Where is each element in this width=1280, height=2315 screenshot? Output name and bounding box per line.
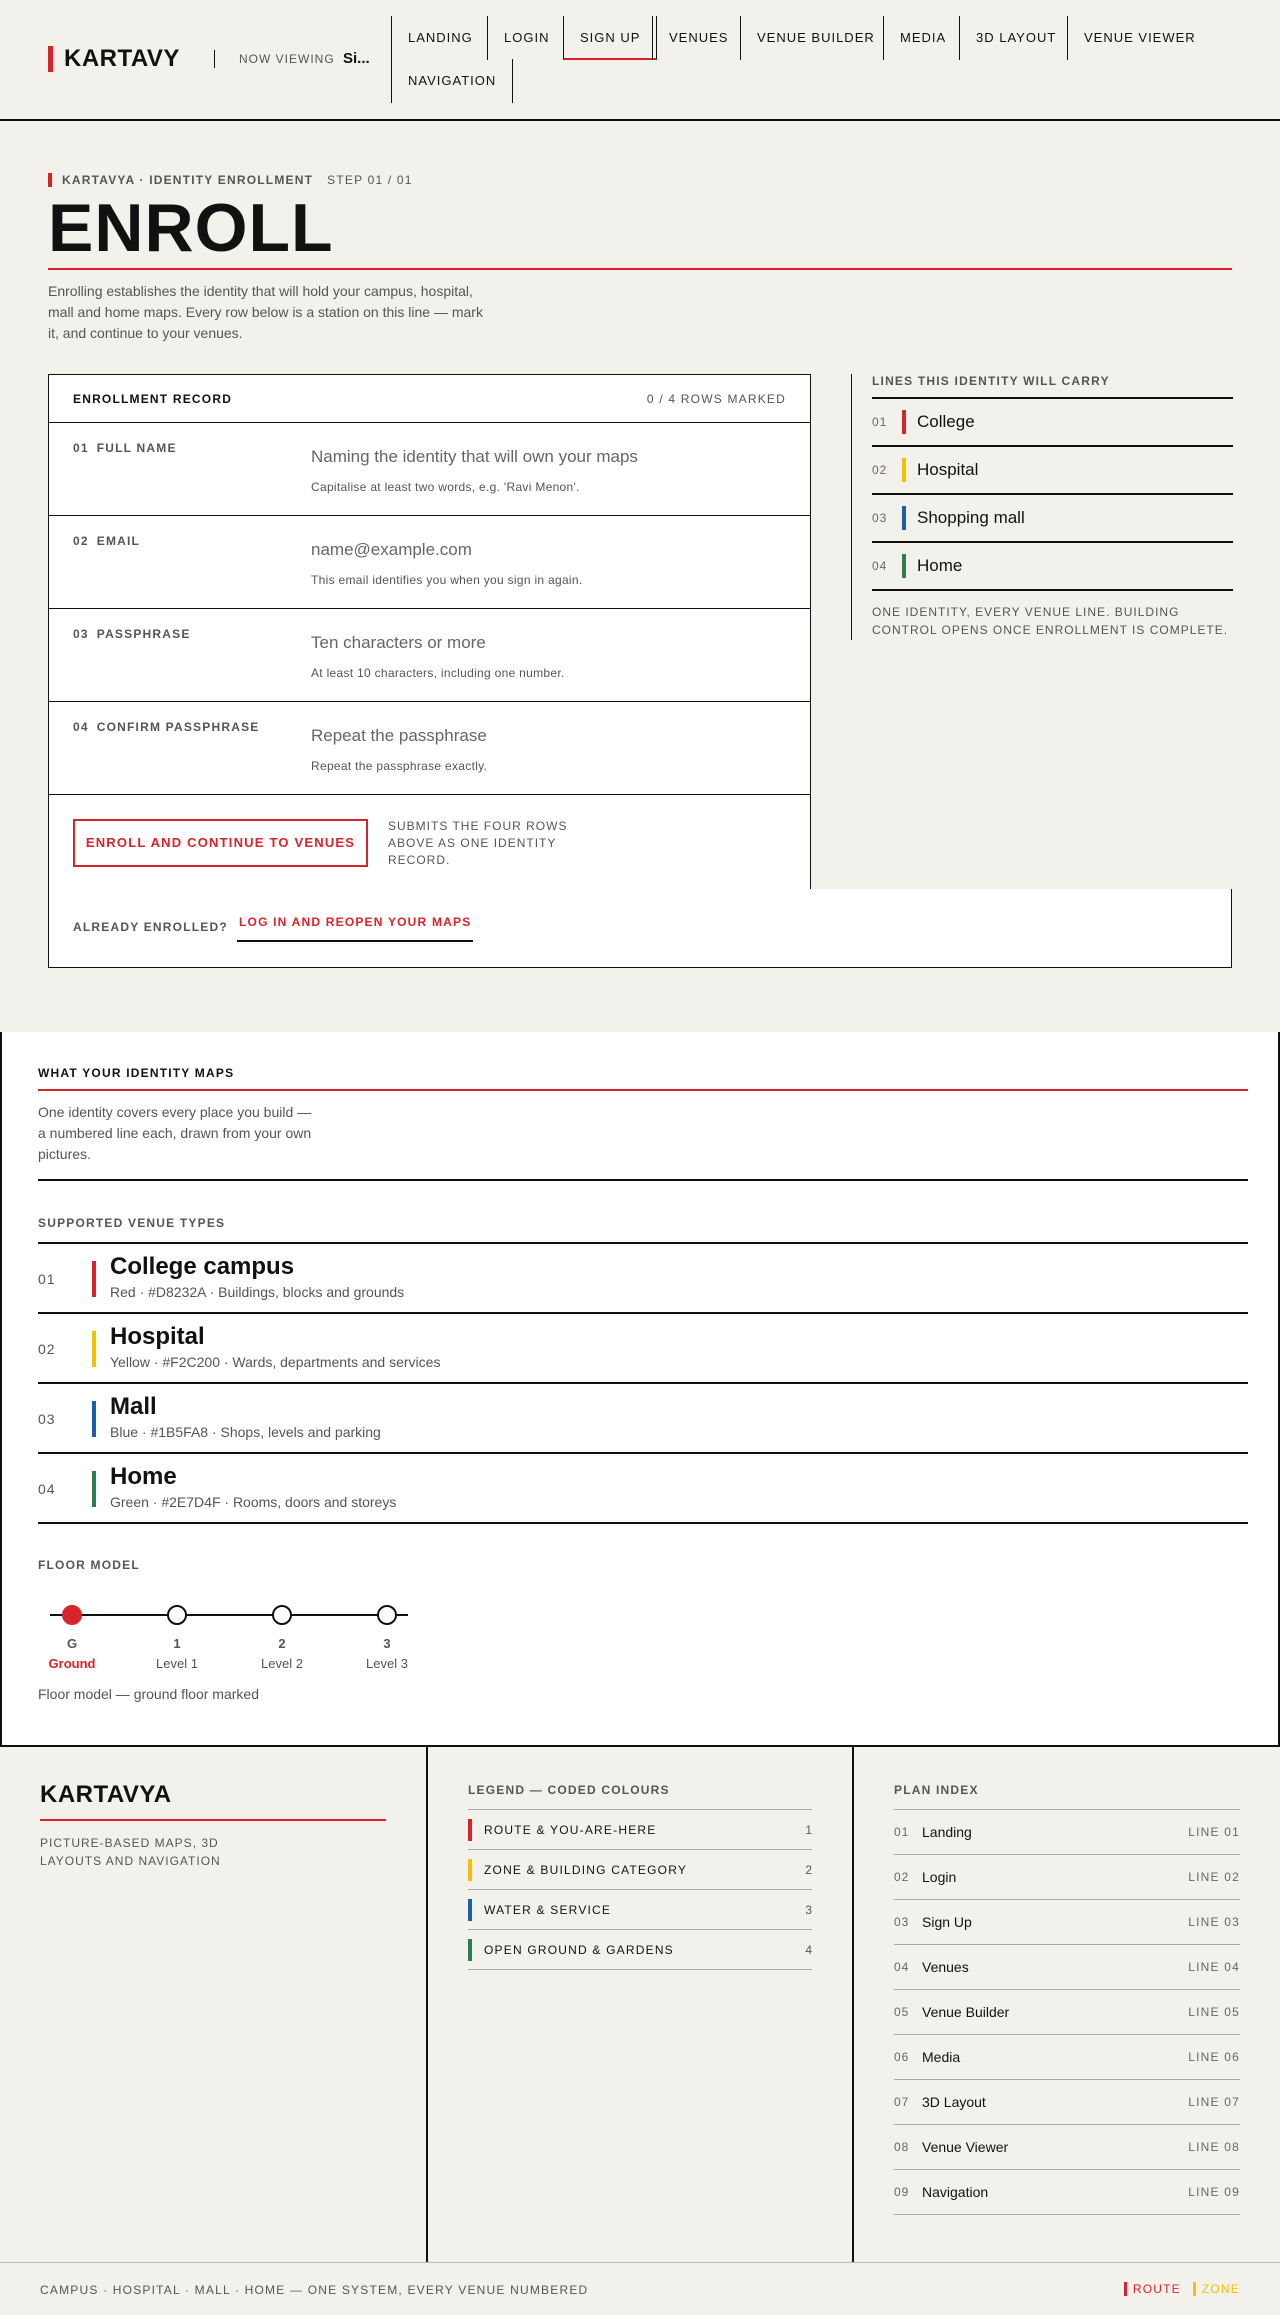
line-name: College: [917, 412, 975, 431]
venue-name: College campus: [110, 1253, 295, 1280]
column-divider: [852, 1747, 854, 2262]
floor-stop-2: [273, 1606, 291, 1624]
floor-model-heading: FLOOR MODEL: [38, 1558, 140, 1572]
venue-num: 03: [38, 1411, 56, 1427]
floor-model-diagram: [38, 1592, 438, 1682]
plan-index-heading: PLAN INDEX: [894, 1783, 979, 1797]
floor-label: Ground: [48, 1656, 96, 1671]
venue-num: 02: [38, 1341, 56, 1357]
passphrase-row: [49, 609, 810, 702]
venue-name: Home: [110, 1463, 177, 1490]
venue-color-bar: [92, 1471, 96, 1507]
nav-login[interactable]: LOGIN: [487, 16, 565, 60]
legend-list: [468, 1809, 812, 1970]
identity-lines-panel: [851, 374, 1232, 640]
footer-bottom-text: CAMPUS · HOSPITAL · MALL · HOME — ONE SYSTEM, EVERY VENUE NUMBERED: [40, 2283, 589, 2297]
venue-name: Hospital: [110, 1323, 205, 1350]
venue-row-college: [38, 1244, 1248, 1314]
legend-name: OPEN GROUND & GARDENS: [484, 1942, 674, 1957]
plan-item-3d-layout[interactable]: 07 3D Layout LINE 07: [894, 2080, 1240, 2125]
plan-item-venues[interactable]: 04 Venues LINE 04: [894, 1945, 1240, 1990]
hero-eyebrow-text: KARTAVYA · IDENTITY ENROLLMENT: [62, 173, 314, 187]
plan-item-landing[interactable]: 01 Landing LINE 01: [894, 1810, 1240, 1855]
section-divider: [38, 1179, 1248, 1181]
record-actions: [49, 795, 810, 891]
venue-color-bar: [92, 1401, 96, 1437]
identity-maps-section: [0, 1032, 1280, 1747]
enroll-and-continue-button[interactable]: ENROLL AND CONTINUE TO VENUES: [73, 819, 368, 867]
line-color-bar: [902, 458, 906, 482]
email-help: This email identifies you when you sign in again.: [311, 573, 583, 587]
legend-name: ROUTE & YOU-ARE-HERE: [484, 1822, 657, 1837]
legend-color-bar: [468, 1939, 472, 1961]
confirm-passphrase-row: [49, 702, 810, 795]
line-name: Hospital: [917, 460, 979, 479]
line-item-hospital: [872, 447, 1233, 495]
identity-lines-footnote: ONE IDENTITY, EVERY VENUE LINE. BUILDING CONTROL OPENS ONCE ENROLLMENT IS COMPLETE.: [872, 605, 1229, 637]
brand-logo[interactable]: KARTAVY: [48, 46, 184, 72]
hero-lede: Enrolling establishes the identity that will hold your campus, hospital, mall and home maps. Every row below is a station on this line — mark it, and continue to your venues.: [48, 283, 483, 341]
already-enrolled-label: ALREADY ENROLLED?: [73, 920, 228, 934]
legend-item-water: [468, 1890, 812, 1930]
email-input[interactable]: [311, 540, 751, 560]
line-num: 01: [872, 415, 888, 429]
footer-tags: [1124, 2282, 1240, 2296]
venue-types-list: [38, 1242, 1248, 1524]
line-num: 03: [872, 511, 888, 525]
line-num: 04: [872, 559, 888, 573]
now-viewing-label: NOW VIEWING: [214, 50, 335, 68]
plan-item-sign-up[interactable]: 03 Sign Up LINE 03: [894, 1900, 1240, 1945]
route-tag: ROUTE: [1124, 2282, 1181, 2296]
venue-num: 04: [38, 1481, 56, 1497]
plan-item-venue-viewer[interactable]: 08 Venue Viewer LINE 08: [894, 2125, 1240, 2170]
venue-num: 01: [38, 1271, 56, 1287]
hero-step: STEP 01 / 01: [327, 173, 413, 187]
legend-item-route: [468, 1810, 812, 1850]
line-item-college: [872, 399, 1233, 447]
legend-name: WATER & SERVICE: [484, 1902, 612, 1917]
line-color-bar: [902, 506, 906, 530]
floor-stop-g: [63, 1606, 81, 1624]
legend-color-bar: [468, 1859, 472, 1881]
floor-label: Level 1: [156, 1656, 198, 1671]
venue-name: Mall: [110, 1393, 157, 1420]
identity-maps-lede: One identity covers every place you build — a numbered line each, drawn from your own pictures.: [38, 1104, 312, 1162]
venue-desc: Blue · #1B5FA8 · Shops, levels and parking: [110, 1424, 381, 1440]
plan-item-navigation[interactable]: 09 Navigation LINE 09: [894, 2170, 1240, 2215]
enrollment-form: [48, 374, 811, 892]
hero-eyebrow: [48, 173, 413, 187]
rows-marked-count: 0 / 4 ROWS MARKED: [646, 391, 786, 406]
now-viewing-value: Si...: [343, 50, 370, 67]
login-reopen-link[interactable]: LOG IN AND REOPEN YOUR MAPS: [237, 915, 473, 942]
full-name-label: 01 FULL NAME: [73, 441, 177, 455]
nav-venues[interactable]: VENUES: [652, 16, 744, 60]
identity-maps-title: WHAT YOUR IDENTITY MAPS: [38, 1066, 235, 1080]
line-num: 02: [872, 463, 888, 477]
legend-number: 3: [805, 1902, 812, 1917]
floor-code: 2: [278, 1636, 286, 1651]
floor-code: G: [66, 1636, 78, 1651]
venue-color-bar: [92, 1331, 96, 1367]
line-item-shopping-mall: [872, 495, 1233, 543]
zone-tag: ZONE: [1193, 2282, 1240, 2296]
nav-3d-layout[interactable]: 3D LAYOUT: [959, 16, 1072, 60]
legend-item-zone: [468, 1850, 812, 1890]
passphrase-input[interactable]: [311, 633, 751, 653]
venue-row-home: [38, 1454, 1248, 1524]
line-color-bar: [902, 554, 906, 578]
confirm-passphrase-label: 04 CONFIRM PASSPHRASE: [73, 720, 260, 734]
record-title: ENROLLMENT RECORD: [73, 391, 233, 406]
venue-desc: Red · #D8232A · Buildings, blocks and grounds: [110, 1284, 405, 1300]
nav-landing[interactable]: LANDING: [391, 16, 489, 60]
full-name-input[interactable]: [311, 447, 751, 467]
plan-item-media[interactable]: 06 Media LINE 06: [894, 2035, 1240, 2080]
floor-stop-1: [168, 1606, 186, 1624]
plan-item-venue-builder[interactable]: 05 Venue Builder LINE 05: [894, 1990, 1240, 2035]
legend-item-open-ground: [468, 1930, 812, 1970]
confirm-passphrase-help: Repeat the passphrase exactly.: [311, 759, 488, 773]
column-divider: [426, 1747, 428, 2262]
identity-lines-list: [872, 397, 1233, 591]
top-nav-bar: [0, 0, 1280, 121]
legend-color-bar: [468, 1899, 472, 1921]
venue-desc: Yellow · #F2C200 · Wards, departments and services: [110, 1354, 441, 1370]
nav-venue-builder[interactable]: VENUE BUILDER: [740, 16, 891, 60]
floor-code: 1: [173, 1636, 181, 1651]
footer-brand-rule: [40, 1819, 386, 1821]
hero-divider: [48, 268, 1232, 270]
confirm-passphrase-input[interactable]: [311, 726, 751, 746]
venue-desc: Green · #2E7D4F · Rooms, doors and storeys: [110, 1494, 397, 1510]
submit-note: SUBMITS THE FOUR ROWS ABOVE AS ONE IDENTITY RECORD.: [388, 819, 568, 867]
full-name-row: [49, 423, 810, 516]
email-row: [49, 516, 810, 609]
section-divider: [38, 1089, 1248, 1091]
venue-color-bar: [92, 1261, 96, 1297]
passphrase-help: At least 10 characters, including one number.: [311, 666, 565, 680]
floor-model-caption: Floor model — ground floor marked: [38, 1686, 259, 1702]
site-footer: [0, 1747, 1280, 2315]
page-title: ENROLL: [48, 190, 334, 266]
already-enrolled-strip: [48, 889, 1232, 968]
nav-media[interactable]: MEDIA: [883, 16, 962, 60]
floor-label: Level 2: [261, 1656, 303, 1671]
venue-row-mall: [38, 1384, 1248, 1454]
plan-item-login[interactable]: 02 Login LINE 02: [894, 1855, 1240, 1900]
legend-number: 1: [805, 1822, 812, 1837]
footer-brand: KARTAVYA: [40, 1781, 172, 1808]
footer-bottom-bar: [0, 2262, 1280, 2315]
nav-sign-up[interactable]: SIGN UP: [563, 16, 657, 60]
venue-types-heading: SUPPORTED VENUE TYPES: [38, 1216, 226, 1230]
line-item-home: [872, 543, 1233, 591]
line-name: Shopping mall: [917, 508, 1025, 527]
plan-index-list: [894, 1809, 1240, 2215]
passphrase-label: 03 PASSPHRASE: [73, 627, 191, 641]
legend-heading: LEGEND — CODED COLOURS: [468, 1783, 670, 1797]
full-name-help: Capitalise at least two words, e.g. 'Ravi Menon'.: [311, 480, 580, 494]
legend-number: 2: [805, 1862, 812, 1877]
line-color-bar: [902, 410, 906, 434]
venue-row-hospital: [38, 1314, 1248, 1384]
footer-tagline: PICTURE-BASED MAPS, 3D LAYOUTS AND NAVIGATION: [40, 1836, 221, 1868]
floor-code: 3: [383, 1636, 391, 1651]
floor-label: Level 3: [366, 1656, 408, 1671]
nav-venue-viewer[interactable]: VENUE VIEWER: [1067, 16, 1212, 60]
record-header: [49, 375, 810, 423]
legend-color-bar: [468, 1819, 472, 1841]
email-label: 02 EMAIL: [73, 534, 141, 548]
identity-lines-title: LINES THIS IDENTITY WILL CARRY: [872, 374, 1110, 388]
legend-name: ZONE & BUILDING CATEGORY: [484, 1862, 688, 1877]
legend-number: 4: [805, 1942, 812, 1957]
line-name: Home: [917, 556, 963, 575]
floor-stop-3: [378, 1606, 396, 1624]
nav-navigation[interactable]: NAVIGATION: [391, 59, 513, 103]
